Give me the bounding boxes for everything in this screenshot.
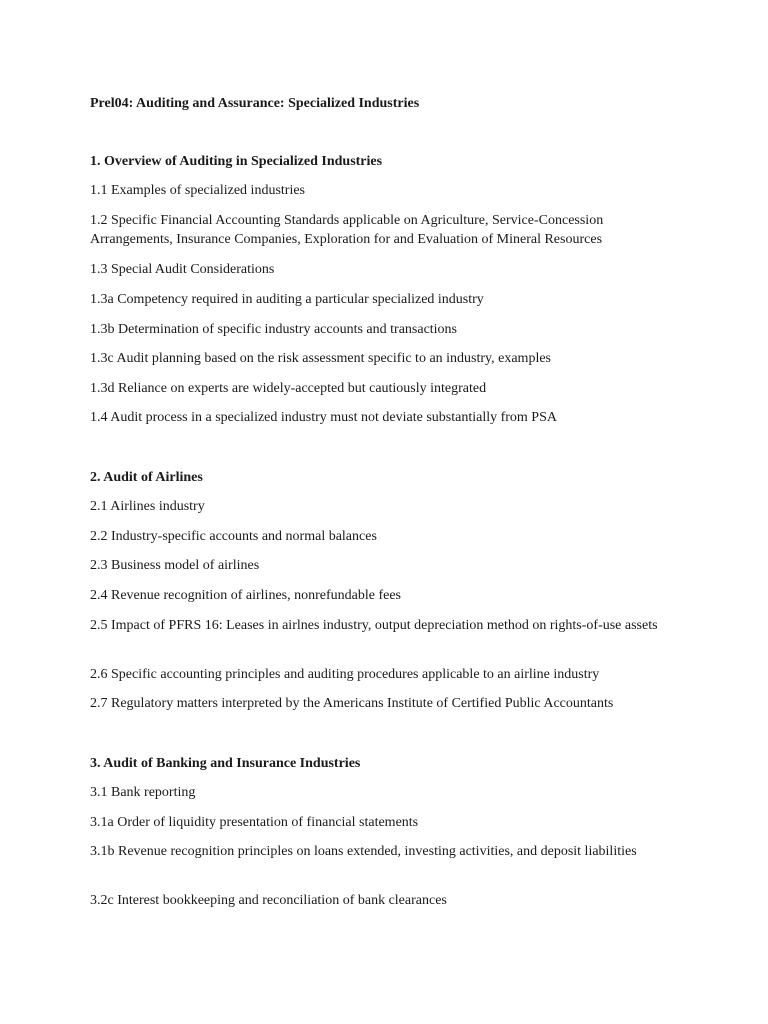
section-2-item: 2.7 Regulatory matters interpreted by the Americans Institute of Certified Public Accountants xyxy=(90,696,614,711)
section-1-item: 1.4 Audit process in a specialized industry must not deviate substantially from PSA xyxy=(90,410,557,425)
section-3-item: 3.1b Revenue recognition principles on loans extended, investing activities, and deposit liabilities xyxy=(90,844,637,859)
section-1-item: 1.2 Specific Financial Accounting Standards applicable on Agriculture, Service-Concession Arrangements, Insurance Companies, Exploration for and Evaluation of Mineral Resources xyxy=(90,213,604,247)
section-3-item: 3.1a Order of liquidity presentation of financial statements xyxy=(90,815,419,830)
section-2-item: 2.1 Airlines industry xyxy=(90,499,205,514)
section-2-item: 2.5 Impact of PFRS 16: Leases in airlnes industry, output depreciation method on rights-of-use assets xyxy=(90,618,658,633)
section-1-item: 1.3b Determination of specific industry accounts and transactions xyxy=(90,322,458,337)
section-heading-2: 2. Audit of Airlines xyxy=(90,470,203,485)
section-2-item: 2.2 Industry-specific accounts and normal balances xyxy=(90,529,377,544)
section-3-item: 3.1 Bank reporting xyxy=(90,785,196,800)
section-2-item: 2.4 Revenue recognition of airlines, nonrefundable fees xyxy=(90,588,402,603)
section-1-item: 1.3a Competency required in auditing a particular specialized industry xyxy=(90,292,484,307)
section-1-item: 1.3d Reliance on experts are widely-accepted but cautiously integrated xyxy=(90,381,487,396)
section-2-item: 2.6 Specific accounting principles and auditing procedures applicable to an airline industry xyxy=(90,667,600,682)
section-heading-1: 1. Overview of Auditing in Specialized Industries xyxy=(90,154,383,169)
section-2-item: 2.3 Business model of airlines xyxy=(90,558,260,573)
section-heading-3: 3. Audit of Banking and Insurance Industries xyxy=(90,756,361,771)
section-1-item: 1.1 Examples of specialized industries xyxy=(90,183,305,198)
section-1-item: 1.3c Audit planning based on the risk assessment specific to an industry, examples xyxy=(90,351,552,366)
section-1-item: 1.3 Special Audit Considerations xyxy=(90,262,275,277)
document-title: Prel04: Auditing and Assurance: Specialized Industries xyxy=(90,96,420,111)
section-3-item: 3.2c Interest bookkeeping and reconciliation of bank clearances xyxy=(90,893,447,908)
